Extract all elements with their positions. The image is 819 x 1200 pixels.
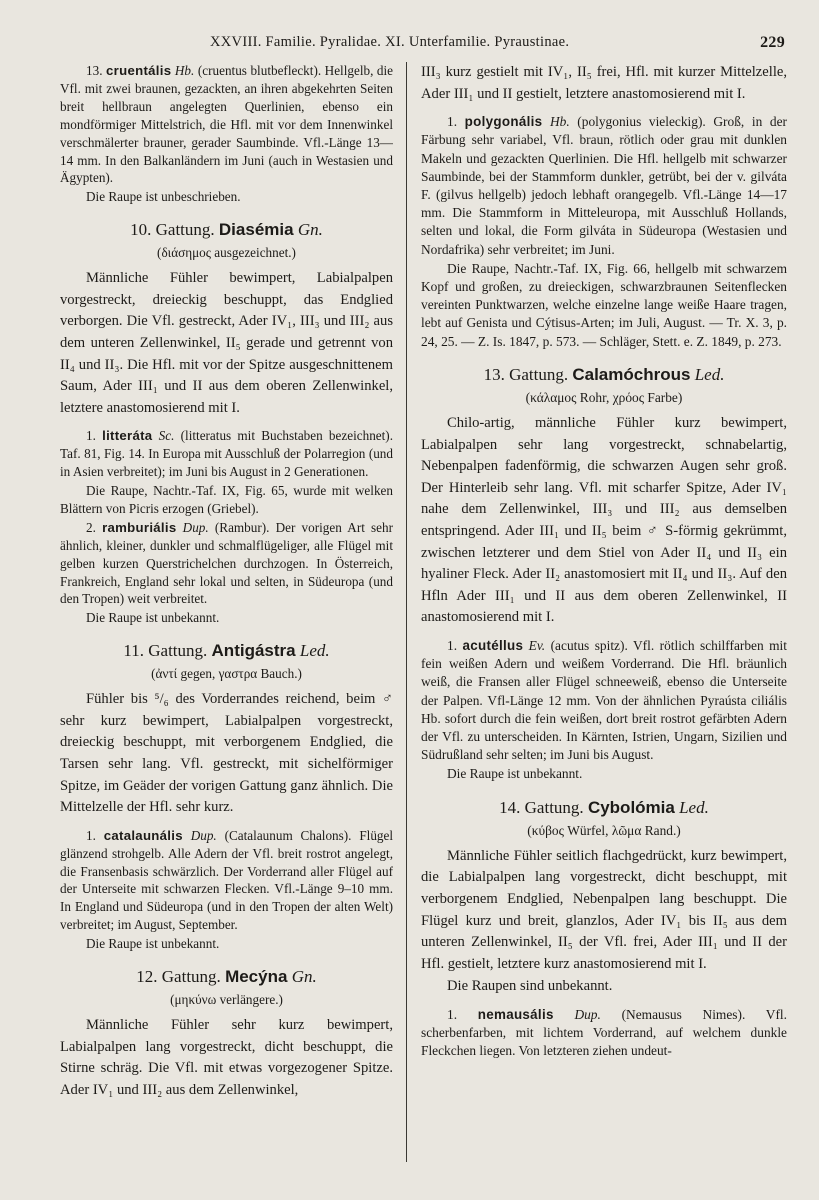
genus-label: 10. Gattung.: [130, 220, 215, 240]
species-entry: [60, 62, 393, 187]
species-entry: [421, 637, 787, 764]
species-name: ramburiális: [102, 519, 177, 535]
genus-etymology: (μηκύνω verlängere.): [170, 992, 283, 1008]
genus-label: 12. Gattung.: [136, 967, 221, 987]
genus-heading: [60, 965, 393, 989]
entry-number: 2.: [86, 519, 96, 535]
larva-note: Die Raupe ist unbekannt.: [86, 610, 220, 626]
larva-note: Die Raupe, Nachtr.-Taf. IX, Fig. 65, wurde mit welken Blättern von Picris erzogen (Griebel).: [60, 483, 393, 516]
genus-label: 11. Gattung.: [123, 641, 208, 661]
genus-description: Männliche Fühler seitlich flachgedrückt, kurz bewimpert, die Labialpalpen lang vorgestreckt, dicht beschuppt, mit verborgenem Endglied, Nebenpalpen lang beschuppt. Die Flügel kurz und breit, glanzlos, Ader IV₁ bis II₅ aus dem unteren Zellenwinkel, II₅ der Vfl. frei, Ader III₁ und II der Hfl. gestielt, letztere kurz anastomosierend mit I.: [421, 847, 787, 972]
species-description: (Catalaunum Chalons). Flügel glänzend strohgelb. Alle Adern der Vfl. breit rostrot angelegt, die Fransenbasis schwärzlich. Der Vorderrand aller Flügel auf der Unterseite mit schwarzen Flecken. Vfl.-Länge 9–10 mm. In England und Südeuropa (und in den Tropen der alten Welt) verbreitet; im August, September.: [60, 827, 393, 933]
species-entry: [60, 427, 393, 481]
running-title: XXVIII. Familie. Pyralidae. XI. Unterfamilie. Pyraustinae.: [210, 34, 570, 50]
genus-author: Gn.: [297, 220, 323, 240]
larva-note: Die Raupe ist unbeschrieben.: [86, 189, 241, 205]
species-author: Dup.: [190, 827, 217, 843]
genus-author: Led.: [679, 797, 709, 817]
genus-author: Led.: [694, 364, 725, 384]
genus-label: 14. Gattung.: [499, 797, 584, 817]
genus-description: Fühler bis ⁵/₆ des Vorderrandes reichend, beim ♂ sehr kurz bewimpert, Labialpalpen vorgestreckt, dreieckig beschuppt, mit verborgenem Endglied, die Tarsen sehr lang. Vfl. gestreckt, mit sichelförmiger Spitze, im Geäder der vorigen Gattung ganz ähnlich. Die Mittelzelle der Hfl. sehr kurz.: [60, 691, 393, 816]
genus-heading: [421, 796, 787, 820]
genus-description: Chilo-artig, männliche Fühler kurz bewimpert, Labialpalpen sehr lang vorgestreckt, schnabelartig, Nebenpalpen fadenförmig, die schwarzen Augen sehr groß. Der Hinterleib sehr lang. Vfl. mit scharfer Spitze, Ader IV₁ nahe dem Zellenwinkel, III₃ und III₂ aus demselben entspringend. Ader III₁ und II₅ beim ♂ S-förmig gekrümmt, zwischen letzterer und dem Stiel von Ader II₄ und II₃ ein hyaliner Fleck. Ader II₂ anastomosiert mit II₄ und II₃. Auf den Hfln Ader III₁ und II aus dem oberen Zellenwinkel, II anastomosierend mit I.: [421, 415, 787, 626]
page-number: 229: [760, 34, 785, 51]
species-entry: [421, 1006, 787, 1061]
species-description: (Nemausus Nimes). Vfl. scherbenfarben, mit lichtem Vorderrand, auf welchem dunkle Fleckchen liegen. Von letzteren ziehen undeut-: [421, 1006, 787, 1059]
genus-name: Mecýna: [225, 967, 288, 987]
larva-note: Die Raupe ist unbekannt.: [447, 766, 583, 782]
species-name: litteráta: [102, 428, 153, 444]
genus-author: Gn.: [291, 967, 317, 987]
species-description: (cruentus blutbefleckt). Hellgelb, die Vfl. mit zwei braunen, gezackten, an ihren abgekehrten Seiten breit hellbraun angelegten Querlinien, ebenso ein mondförmiger Mittelstrich, die Hfl. mit vor dem Innenwinkel verschmälerter brauner, gerader Saumbinde. Vfl.-Länge 13—14 mm. In den Balkanländern im Juni (auch in Westasien und Ägypten).: [60, 63, 393, 186]
genus-name: Calamóchrous: [572, 364, 691, 384]
larva-note: Die Raupen sind unbekannt.: [447, 978, 613, 995]
genus-author: Led.: [299, 641, 330, 661]
entry-number: 13.: [86, 63, 103, 78]
genus-etymology: (ἀντί gegen, γαστρα Bauch.): [151, 666, 302, 682]
genus-heading: [60, 218, 393, 242]
genus-etymology: (διάσημος ausgezeichnet.): [157, 245, 296, 261]
species-author: Dup.: [182, 519, 209, 535]
left-column: [60, 62, 393, 1186]
species-author: Hb.: [174, 63, 195, 78]
species-description: (Rambur). Der vorigen Art sehr ähnlich, kleiner, dunkler und schmalflügeliger, alle Flügel mit gelben kurzen Querstrichelchen durchzogen. In Österreich, Frankreich, England sehr lokal und selten, in Südeuropa (und den Tropen) weit verbreitet.: [60, 519, 393, 607]
species-author: Sc.: [158, 428, 175, 444]
larva-note: Die Raupe, Nachtr.-Taf. IX, Fig. 66, hellgelb mit schwarzem Kopf und großen, zu dreieckigen, schwarzbraunen Seitenflecken vereinten Punktwarzen, welche einzelne lange weiße Haare tragen, lebt auf Genista und Cýtisus-Arten; im Juli, August. — Tr. X. 3, p. 24, 25. — Z. Is. 1847, p. 573. — Schläger, Stett. e. Z. 1849, p. 273.: [421, 260, 787, 349]
species-name: cruentális: [106, 63, 172, 78]
entry-number: 1.: [447, 114, 458, 130]
species-name: nemausális: [477, 1006, 554, 1022]
species-name: polygonális: [464, 114, 543, 130]
genus-description: Männliche Fühler sehr kurz bewimpert, Labialpalpen lang vorgestreckt, dicht beschuppt, die Stirne schräg. Die Vfl. mit etwas vorgezogener Spitze. Ader IV₁ und III₂ aus dem Zellenwinkel,: [60, 1017, 393, 1098]
species-description: (litteratus mit Buchstaben bezeichnet). Taf. 81, Fig. 14. In Europa mit Ausschluß der Polarregion (und in Asien verbreitet); im Juni bis August in 2 Generationen.: [60, 428, 393, 480]
species-entry: [60, 827, 393, 934]
genus-heading: [421, 363, 787, 387]
species-description: (acutus spitz). Vfl. rötlich schilffarben mit fein weißen Adern und weißem Vorderrand. Die Hfl. bräunlich weiß, die Fransen aller Flügel schneeweiß, ebenso die Unterseite der Palpen. Vfl-Länge 12 mm. Von der ähnlichen Pyraústa ciliális Hb. sofort durch die fein weißen, dort breit rostrot gefärbten Adern der Vfl. zu unterscheiden. In Kärnten, Istrien, Ungarn, Sizilien und Südrußland sehr selten; im Juni bis August.: [421, 637, 787, 763]
continued-text: III₃ kurz gestielt mit IV₁, II₅ frei, Hfl. mit kurzer Mittelzelle, Ader III₁ und II gestielt, letztere anastomosierend mit I.: [421, 64, 787, 102]
entry-number: 1.: [86, 827, 96, 843]
genus-label: 13. Gattung.: [483, 364, 569, 384]
right-column: [421, 62, 787, 1186]
genus-etymology: (κύβος Würfel, λῶμα Rand.): [527, 822, 681, 838]
genus-etymology: (κάλαμος Rohr, χρόος Farbe): [525, 389, 683, 405]
entry-number: 1.: [447, 637, 458, 653]
entry-number: 1.: [86, 428, 96, 444]
species-author: Hb.: [549, 114, 570, 130]
species-author: Dup.: [574, 1006, 601, 1022]
column-divider: [406, 62, 407, 1162]
species-entry: [421, 113, 787, 259]
species-author: Ev.: [528, 637, 546, 653]
species-name: acutéllus: [462, 637, 524, 653]
running-header: [60, 34, 789, 56]
species-name: catalaunális: [103, 827, 183, 843]
genus-heading: [60, 639, 393, 663]
genus-name: Antigástra: [211, 641, 296, 661]
species-entry: [60, 519, 393, 609]
genus-name: Diasémia: [218, 220, 294, 240]
larva-note: Die Raupe ist unbekannt.: [86, 936, 220, 952]
species-description: (polygonius vieleckig). Groß, in der Färbung sehr variabel, Vfl. braun, rötlich oder grau mit dunklen Makeln und gezackten Querlinien. Die Hfl. hellgelb mit schwarzer Saumbinde, bei der Stammform dunkler, getrübt, bei der v. gilváta F. (gilvus hellgelb) jedoch lebhaft orangegelb. Vfl.-Länge 14—17 mm. Die Stammform in Mitteleuropa, mit Ausschluß Hollands, selten und lokal, die Form gilváta in Südeuropa (Westasien und Nordafrika) sehr verbreitet; im Juni.: [421, 114, 787, 257]
genus-description: Männliche Fühler bewimpert, Labialpalpen vorgestreckt, dreieckig beschuppt, das Endglied verborgen. Die Vfl. gestreckt, Ader IV₁, III₃ und III₂ aus dem unteren Zellenwinkel, II₅ gerade und getrennt von II₄ und II₃. Die Hfl. mit vor der Spitze ausgeschnittenem Saum, Ader III₁ und II aus dem oberen Zellenwinkel, letztere anastomosierend mit I.: [60, 270, 393, 416]
genus-name: Cybolómia: [587, 797, 675, 817]
entry-number: 1.: [447, 1006, 458, 1022]
